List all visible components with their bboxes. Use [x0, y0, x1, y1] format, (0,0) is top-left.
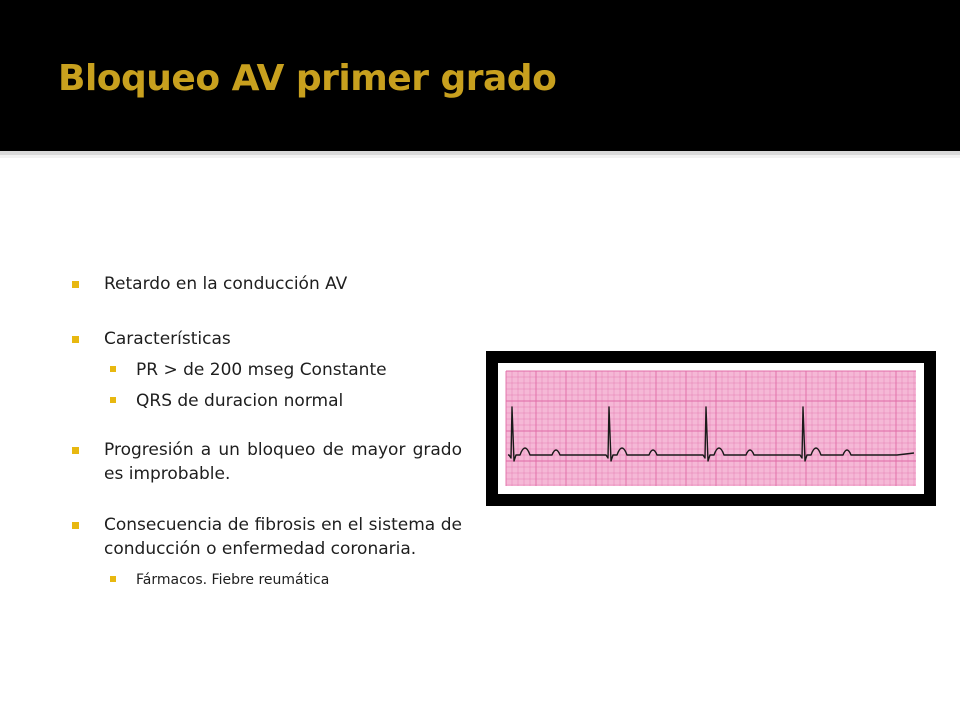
bullet-text: Progresión a un bloqueo de mayor grado es improbable. [104, 440, 462, 484]
title-bar [0, 0, 960, 151]
bullet-item [72, 438, 462, 486]
sub-bullet-text: QRS de duracion normal [136, 391, 344, 411]
bullet-item [72, 327, 462, 351]
bullet-square-icon [72, 447, 79, 454]
sub-bullet-item [72, 389, 462, 413]
bullet-text: Retardo en la conducción AV [104, 274, 348, 294]
ecg-strip-image [486, 351, 936, 506]
bullet-square-icon [110, 366, 116, 372]
bullet-square-icon [72, 522, 79, 529]
bullet-item [72, 513, 462, 561]
bullet-square-icon [110, 576, 116, 582]
bullet-square-icon [72, 281, 79, 288]
sub-bullet-text: PR > de 200 mseg Constante [136, 360, 387, 380]
bullet-list [72, 272, 462, 592]
bullet-square-icon [72, 336, 79, 343]
slide-title: Bloqueo AV primer grado [58, 58, 557, 99]
sub-bullet-item [72, 568, 462, 592]
bullet-square-icon [110, 397, 116, 403]
ecg-paper [506, 371, 916, 486]
sub-bullet-item [72, 358, 462, 382]
sub-bullet-text: Fármacos. Fiebre reumática [136, 572, 330, 588]
header-divider-light [0, 155, 960, 158]
bullet-text: Características [104, 329, 231, 349]
bullet-item [72, 272, 462, 296]
bullet-text: Consecuencia de fibrosis en el sistema de conducción o enfermedad coronaria. [104, 515, 462, 559]
ecg-strip-graphic [486, 351, 936, 506]
